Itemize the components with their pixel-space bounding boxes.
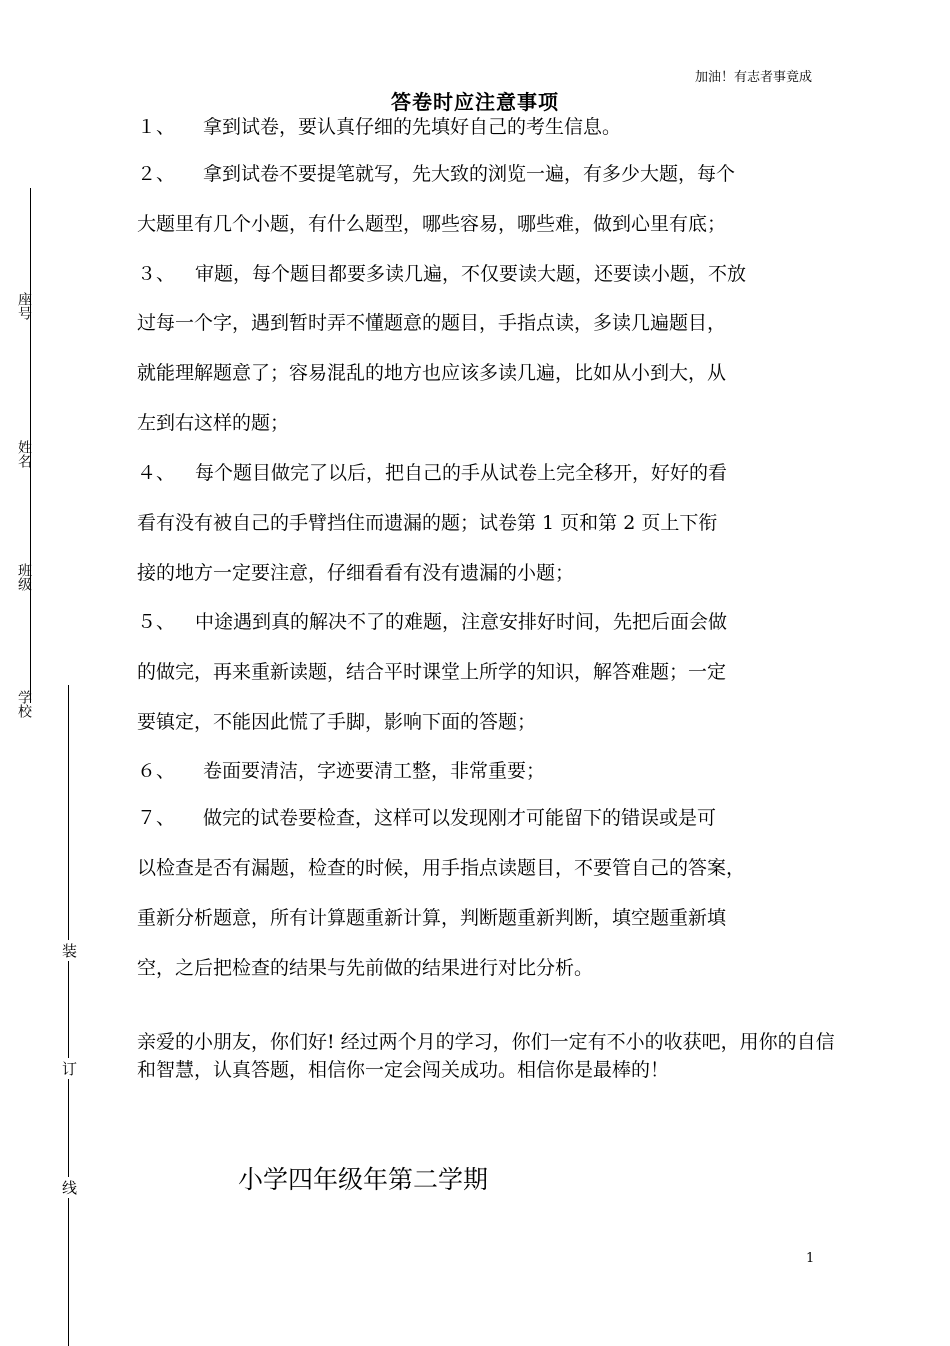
item-text: 拿到试卷，要认真仔细的先填好自己的考生信息。 xyxy=(203,116,622,138)
list-item xyxy=(137,458,837,485)
item-text: 大题里有几个小题，有什么题型，哪些容易，哪些难，做到心里有底； xyxy=(137,213,727,235)
list-item xyxy=(137,756,837,783)
page-title: 答卷时应注意事项 xyxy=(391,90,559,114)
item-number: １、 xyxy=(137,116,176,138)
item-text: 要镇定，不能因此慌了手脚，影响下面的答题； xyxy=(137,711,537,733)
item-text: 做完的试卷要检查，这样可以发现刚才可能留下的错误或是可 xyxy=(203,807,717,829)
list-item xyxy=(137,112,837,139)
class-label: 班级 xyxy=(16,563,32,591)
item-text: 过每一个字，遇到暂时弄不懂题意的题目，手指点读，多读几遍题目， xyxy=(137,312,727,334)
item-number: ５、 xyxy=(137,611,176,633)
binding-char-ding: 订 xyxy=(62,1060,78,1078)
seat-number-label: 座号 xyxy=(16,292,32,320)
binding-line-bottom xyxy=(68,685,69,1346)
item-number: ２、 xyxy=(137,163,176,185)
grade-title: 小学四年级年第二学期 xyxy=(238,1165,489,1194)
item-number: ６、 xyxy=(137,760,176,782)
item-text: 卷面要清洁，字迹要清工整，非常重要； xyxy=(203,760,546,782)
intro-paragraph: 亲爱的小朋友，你们好! 经过两个月的学习，你们一定有不小的收获吧，用你的自信和智慧，认真答题，相信你一定会闯关成功。相信你是最棒的！ xyxy=(137,1031,835,1081)
list-item xyxy=(137,607,837,634)
item-text: 以检查是否有漏题，检查的时候，用手指点读题目，不要管自己的答案， xyxy=(137,857,746,879)
item-text: 看有没有被自己的手臂挡住而遗漏的题；试卷第 1 页和第 2 页上下衔 xyxy=(137,512,718,534)
binding-char-zhuang: 装 xyxy=(62,942,78,960)
header-motto: 加油！有志者事竟成 xyxy=(694,70,812,85)
item-number: ７、 xyxy=(137,807,176,829)
name-label: 姓名 xyxy=(16,440,32,468)
list-item xyxy=(137,159,837,186)
item-text: 空，之后把检查的结果与先前做的结果进行对比分析。 xyxy=(137,957,594,979)
page-number: 1 xyxy=(806,1251,815,1266)
item-number: ４、 xyxy=(137,462,176,484)
item-text: 就能理解题意了；容易混乱的地方也应该多读几遍，比如从小到大，从 xyxy=(137,362,727,384)
item-text: 重新分析题意，所有计算题重新计算，判断题重新判断，填空题重新填 xyxy=(137,907,727,929)
item-text: 审题，每个题目都要多读几遍，不仅要读大题，还要读小题，不放 xyxy=(195,263,747,285)
binding-char-xian: 线 xyxy=(62,1179,78,1197)
item-text: 接的地方一定要注意，仔细看看有没有遗漏的小题； xyxy=(137,562,575,584)
item-number: ３、 xyxy=(137,263,176,285)
item-text: 拿到试卷不要提笔就写，先大致的浏览一遍，有多少大题，每个 xyxy=(203,163,736,185)
school-label: 学校 xyxy=(16,690,32,718)
list-item xyxy=(137,803,837,830)
list-item xyxy=(137,259,837,286)
item-text: 的做完，再来重新读题，结合平时课堂上所学的知识，解答难题；一定 xyxy=(137,661,727,683)
item-text: 每个题目做完了以后，把自己的手从试卷上完全移开，好好的看 xyxy=(195,462,728,484)
item-text: 左到右这样的题； xyxy=(137,412,290,434)
item-text: 中途遇到真的解决不了的难题，注意安排好时间，先把后面会做 xyxy=(195,611,728,633)
